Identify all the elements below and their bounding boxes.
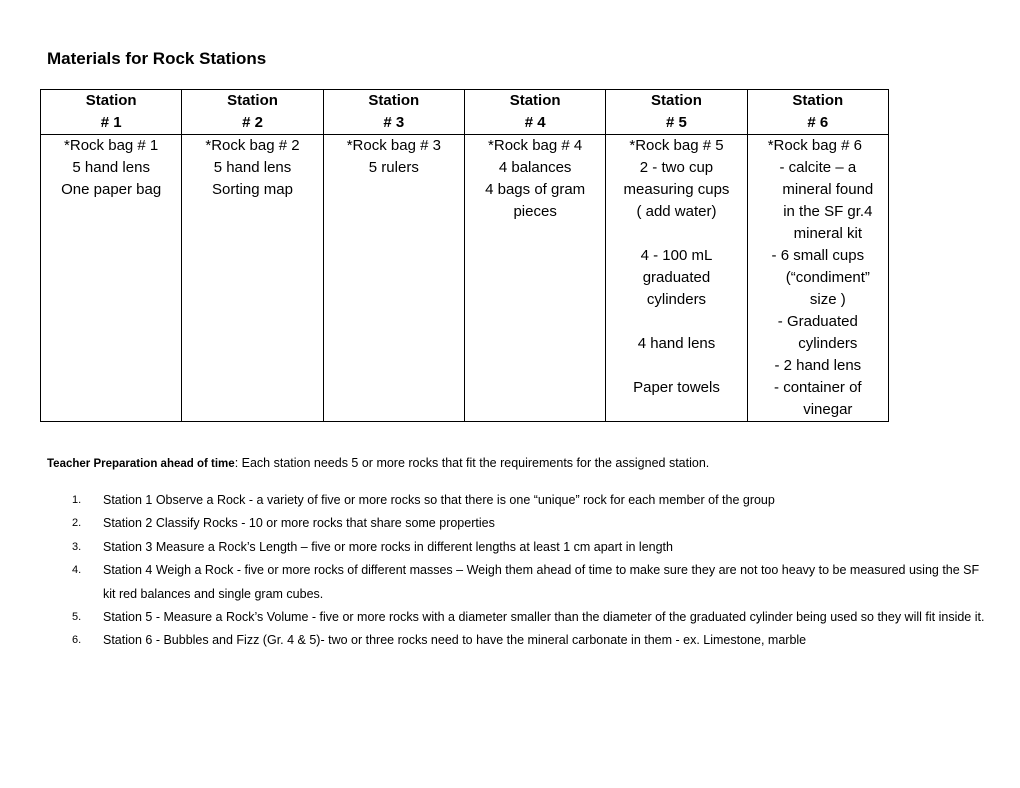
station-instructions-list — [58, 489, 988, 653]
list-item — [58, 559, 988, 606]
list-item: 5 hand lens — [72, 159, 150, 176]
list-item: measuring cups — [623, 181, 730, 198]
list-number: 4. — [72, 564, 82, 577]
header-station-1: Station # 1 — [41, 90, 182, 135]
header-station-5: Station # 5 — [606, 90, 747, 135]
list-number: 1. — [72, 494, 82, 506]
list-item: pieces — [513, 203, 557, 220]
list-item — [58, 489, 988, 512]
list-item: Sorting map — [212, 181, 293, 198]
spacer — [606, 311, 746, 333]
spacer — [606, 355, 746, 377]
list-item — [58, 512, 988, 535]
list-item: One paper bag — [61, 181, 162, 198]
list-item-text: Station 5 - Measure a Rock’s Volume - five or more rocks with a diameter smaller than the diameter of the graduated cylinder being used so they will fit inside it. — [103, 610, 985, 625]
list-item — [58, 606, 988, 629]
list-item: 4 - 100 mL — [640, 247, 713, 264]
header-station-3: Station # 3 — [323, 90, 464, 135]
list-item: cylinders — [798, 335, 858, 352]
list-item: 4 balances — [498, 159, 572, 176]
list-item: mineral found — [782, 181, 874, 198]
list-item: - 6 small cups — [771, 247, 865, 264]
list-item: 4 hand lens — [637, 335, 716, 352]
teacher-prep-label: Teacher Preparation ahead of time — [47, 458, 235, 470]
list-item: cylinders — [646, 291, 707, 308]
list-item: graduated — [642, 269, 711, 286]
teacher-prep-text: : Each station needs 5 or more rocks that fit the requirements for the assigned station. — [234, 456, 710, 470]
list-item: - calcite – a — [779, 159, 857, 176]
list-item: ( add water) — [636, 203, 717, 220]
list-item: mineral kit — [793, 225, 862, 242]
cell-station-3 — [323, 135, 464, 422]
cell-station-1 — [41, 135, 182, 422]
table-header-row — [41, 90, 889, 135]
cell-station-5 — [606, 135, 747, 422]
list-item: *Rock bag # 3 — [346, 137, 441, 154]
list-number: 6. — [72, 634, 82, 647]
list-item: vinegar — [803, 401, 853, 418]
list-item-text: Station 1 Observe a Rock - a variety of five or more rocks so that there is one “unique” rock for each member of the group — [103, 493, 775, 507]
list-item — [58, 629, 988, 652]
list-item-text: Station 4 Weigh a Rock - five or more rocks of different masses – Weigh them ahead of time to make sure they are not too heavy to be measured using the SF kit red balances and single gram cubes. — [103, 563, 980, 601]
list-number: 3. — [72, 540, 82, 553]
list-item: *Rock bag # 2 — [205, 137, 300, 154]
list-item: - Graduated — [777, 313, 858, 330]
table-body-row — [41, 135, 889, 422]
list-item-text: Station 3 Measure a Rock’s Length – five or more rocks in different lengths at least 1 cm apart in length — [103, 539, 673, 554]
header-station-4: Station # 4 — [464, 90, 605, 135]
list-item: 2 - two cup — [639, 159, 714, 176]
teacher-prep-paragraph — [47, 456, 709, 470]
header-station-6: Station # 6 — [747, 90, 888, 135]
list-item: 5 rulers — [368, 159, 419, 176]
list-number: 2. — [72, 517, 82, 530]
list-item: *Rock bag # 1 — [64, 137, 159, 154]
list-number: 5. — [72, 611, 82, 624]
cell-station-6 — [747, 135, 888, 422]
header-station-2: Station # 2 — [182, 90, 323, 135]
materials-table — [40, 89, 889, 422]
list-item: Paper towels — [633, 379, 720, 396]
list-item: (“condiment” — [785, 269, 870, 286]
page-title: Materials for Rock Stations — [47, 49, 267, 68]
spacer — [606, 223, 746, 245]
list-item-text: Station 6 - Bubbles and Fizz (Gr. 4 & 5)- two or three rocks need to have the mineral carbonate in them - ex. Limestone, marble — [103, 633, 807, 648]
list-item: *Rock bag # 6 — [767, 137, 862, 154]
list-item: size ) — [809, 291, 846, 308]
cell-station-2 — [182, 135, 323, 422]
cell-station-4 — [464, 135, 605, 422]
list-item: *Rock bag # 5 — [629, 137, 724, 154]
list-item: *Rock bag # 4 — [488, 137, 583, 154]
list-item: 5 hand lens — [213, 159, 292, 176]
list-item-text: Station 2 Classify Rocks - 10 or more rocks that share some properties — [103, 516, 495, 531]
list-item — [58, 536, 988, 559]
list-item: - 2 hand lens — [774, 357, 862, 374]
list-item: 4 bags of gram — [485, 181, 586, 198]
list-item: - container of — [774, 379, 862, 396]
list-item: in the SF gr.4 — [783, 203, 873, 220]
